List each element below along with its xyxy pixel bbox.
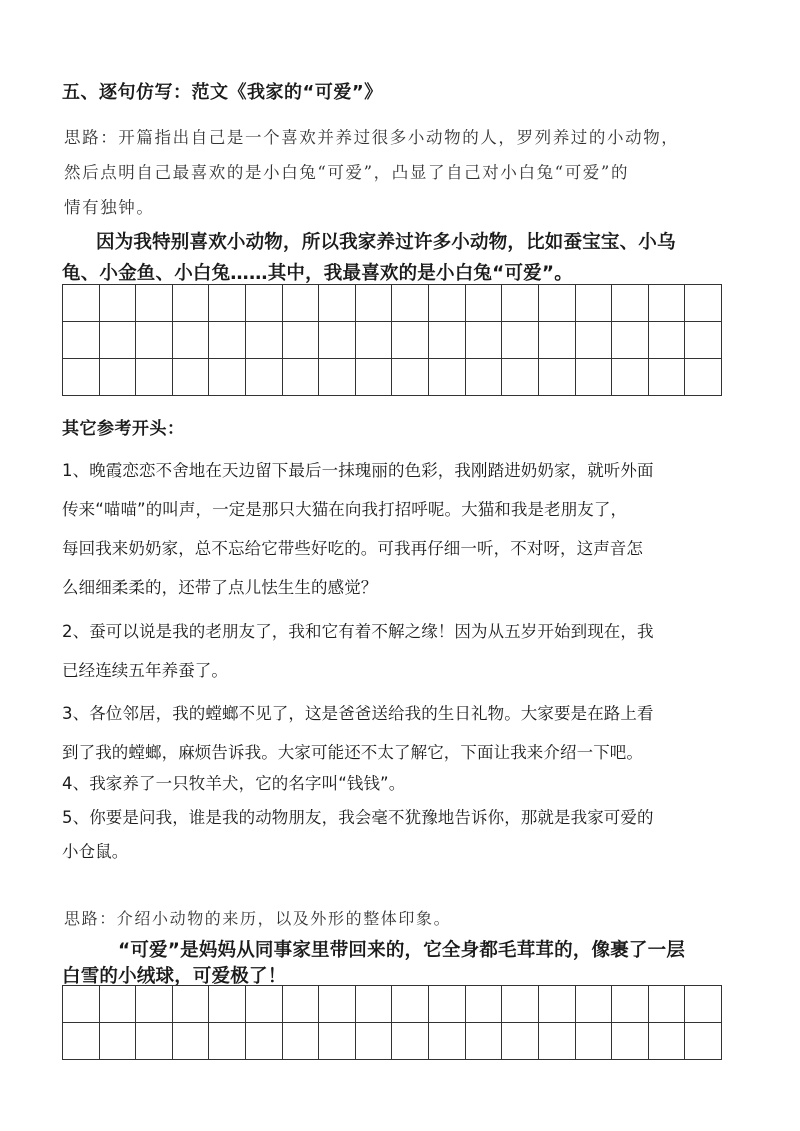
section-title: 五、逐句仿写：范文《我家的“可爱”》 <box>62 82 383 103</box>
opening-line: 小仓鼠。 <box>62 842 129 861</box>
opening-line: 4、我家养了一只牧羊犬，它的名字叫“钱钱”。 <box>62 774 406 793</box>
opening-line: 传来“喵喵”的叫声，一定是那只大猫在向我打招呼呢。大猫和我是老朋友了， <box>62 500 628 519</box>
model-line: “可爱”是妈妈从同事家里带回来的，它全身都毛茸茸的，像裹了一层 <box>118 940 686 961</box>
opening-line: 3、各位邻居，我的螳螂不见了，这是爸爸送给我的生日礼物。大家要是在路上看 <box>62 704 654 723</box>
opening-line: 1、晚霞恋恋不舍地在天边留下最后一抹瑰丽的色彩，我刚踏进奶奶家，就听外面 <box>62 461 654 480</box>
opening-line: 到了我的螳螂，麻烦告诉我。大家可能还不太了解它，下面让我来介绍一下吧。 <box>62 743 643 762</box>
model-line: 白雪的小绒球，可爱极了！ <box>62 966 287 987</box>
opening-line: 5、你要是问我，谁是我的动物朋友，我会毫不犹豫地告诉你，那就是我家可爱的 <box>62 808 654 827</box>
opening-line: 每回我来奶奶家，总不忘给它带些好吃的。可我再仔细一听，不对呀，这声音怎 <box>62 539 643 558</box>
thought-paragraph-2: 思路：介绍小动物的来历，以及外形的整体印象。 <box>64 909 452 928</box>
grid-row <box>63 322 722 359</box>
thought-line: 思路：开篇指出自己是一个喜欢并养过很多小动物的人，罗列养过的小动物， <box>64 128 680 147</box>
opening-line: 已经连续五年养蚕了。 <box>62 661 228 680</box>
grid-row <box>63 285 722 322</box>
thought-line: 情有独钟。 <box>64 198 155 217</box>
opening-line: 么细细柔柔的，还带了点儿怯生生的感觉？ <box>62 578 378 597</box>
grid-row <box>63 1023 722 1060</box>
grid-row <box>63 359 722 396</box>
opening-line: 2、蚕可以说是我的老朋友了，我和它有着不解之缘！因为从五岁开始到现在，我 <box>62 622 654 641</box>
model-line: 龟、小金鱼、小白兔……其中，我最喜欢的是小白兔“可爱”。 <box>62 263 573 284</box>
grid-row <box>63 986 722 1023</box>
writing-grid-1[interactable] <box>62 284 722 396</box>
thought-line: 然后点明自己最喜欢的是小白兔“可爱”，凸显了自己对小白兔“可爱”的 <box>64 163 630 182</box>
writing-grid-2[interactable] <box>62 985 722 1060</box>
model-line: 因为我特别喜欢小动物，所以我家养过许多小动物，比如蚕宝宝、小乌 <box>96 232 676 253</box>
other-openings-title: 其它参考开头： <box>62 419 185 439</box>
